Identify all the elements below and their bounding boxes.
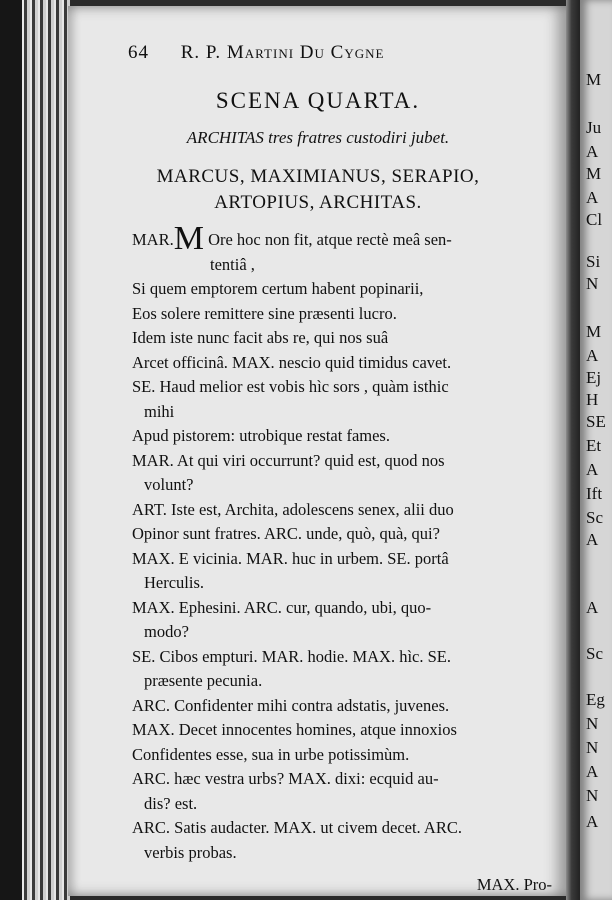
dialogue-line: mihi	[144, 401, 175, 421]
facing-fragment: A	[586, 460, 599, 479]
book-page-edges	[0, 0, 70, 900]
facing-fragment: M	[586, 164, 602, 183]
facing-fragment: M	[586, 70, 602, 89]
running-title: R. P. Martini Du Cygne	[180, 42, 385, 63]
facing-fragment: A	[586, 346, 599, 365]
dialogue-line: verbis probas.	[144, 842, 237, 862]
facing-fragment: Ju	[586, 118, 602, 137]
dialogue-line: Si quem emptorem certum habent popinarii,	[132, 279, 424, 298]
page-number: 64	[128, 42, 149, 63]
facing-fragment: A	[586, 812, 599, 831]
dialogue-line: Eos solere remittere sine præsenti lucro.	[132, 303, 397, 323]
dialogue-line: modo?	[144, 622, 189, 641]
facing-page-edge	[580, 0, 612, 900]
facing-fragment: N	[586, 786, 599, 805]
dialogue-line: Confidentes esse, sua in urbe potissimùm.	[132, 744, 410, 764]
dramatis-personae-line-1: MARCUS, MAXIMIANUS, SERAPIO,	[156, 166, 480, 187]
facing-fragment: A	[586, 530, 599, 549]
dialogue-line: MAR. At qui viri occurrunt? quid est, quod nos	[132, 450, 445, 470]
book-page-left	[68, 6, 568, 896]
facing-fragment: Et	[586, 436, 602, 455]
dialogue-line: Arcet officinâ. MAX. nescio quid timidus cavet.	[132, 352, 452, 372]
scene-subtitle: ARCHITAS tres fratres custodiri jubet.	[186, 128, 450, 147]
dialogue-line: ARC. Satis audacter. MAX. ut civem decet. ARC.	[132, 818, 462, 837]
facing-fragment: A	[586, 762, 599, 781]
dialogue-line: MAX. Decet innocentes homines, atque innoxios	[132, 720, 457, 739]
dialogue-line: dis? est.	[144, 793, 198, 813]
facing-fragment: A	[586, 598, 599, 617]
dramatis-personae-line-2: ARTOPIUS, ARCHITAS.	[214, 192, 422, 213]
facing-fragment: Ej	[586, 368, 602, 387]
facing-fragment: N	[586, 714, 599, 733]
dialogue-line: ART. Iste est, Archita, adolescens senex, alii duo	[132, 499, 454, 519]
facing-fragment: H	[586, 390, 599, 409]
facing-fragment: Si	[586, 252, 601, 271]
facing-fragment: M	[586, 322, 602, 341]
catchword: MAX. Pro-	[476, 875, 552, 894]
facing-fragment: SE	[586, 412, 606, 431]
dialogue-line: SE. Cibos empturi. MAR. hodie. MAX. hìc. SE.	[132, 646, 452, 666]
dialogue-line: Herculis.	[144, 573, 205, 592]
dialogue-line: præsente pecunia.	[144, 671, 263, 690]
dialogue-line: Idem iste nunc facit abs re, qui nos suâ	[132, 328, 389, 347]
first-speaker: MAR.	[132, 230, 174, 249]
dialogue-line: volunt?	[144, 475, 194, 494]
scene-title: SCENA QUARTA.	[215, 88, 421, 113]
dialogue-line: MAX. Ephesini. ARC. cur, quando, ubi, quo-	[132, 597, 432, 617]
facing-fragment: N	[586, 274, 599, 293]
dialogue-line: SE. Haud melior est vobis hìc sors , quàm isthic	[132, 377, 449, 396]
book-gutter	[566, 0, 580, 900]
dialogue-first-line	[132, 220, 552, 257]
facing-fragment: Ift	[586, 484, 603, 503]
facing-fragment: Sc	[586, 644, 603, 663]
facing-fragment: N	[586, 738, 599, 757]
first-line-text: Ore hoc non fit, atque rectè meâ sen-	[208, 230, 452, 249]
facing-fragment: A	[586, 188, 599, 207]
dialogue-text	[132, 220, 552, 898]
dialogue-line: ARC. hæc vestra urbs? MAX. dixi: ecquid au-	[132, 769, 439, 788]
running-header	[128, 42, 568, 64]
facing-fragment: Eg	[586, 690, 605, 709]
dialogue-line: tentiâ ,	[210, 254, 255, 274]
dialogue-line: Opinor sunt fratres. ARC. unde, quò, quà, qui?	[132, 524, 440, 543]
facing-fragment: Cl	[586, 210, 603, 229]
drop-cap: M	[173, 220, 204, 257]
dialogue-line: Apud pistorem: utrobique restat fames.	[132, 426, 390, 445]
dialogue-line: MAX. E vicinia. MAR. huc in urbem. SE. portâ	[132, 548, 449, 568]
facing-fragment: A	[586, 142, 599, 161]
facing-fragment: Sc	[586, 508, 603, 527]
dialogue-line: ARC. Confidenter mihi contra adstatis, juvenes.	[132, 695, 450, 715]
